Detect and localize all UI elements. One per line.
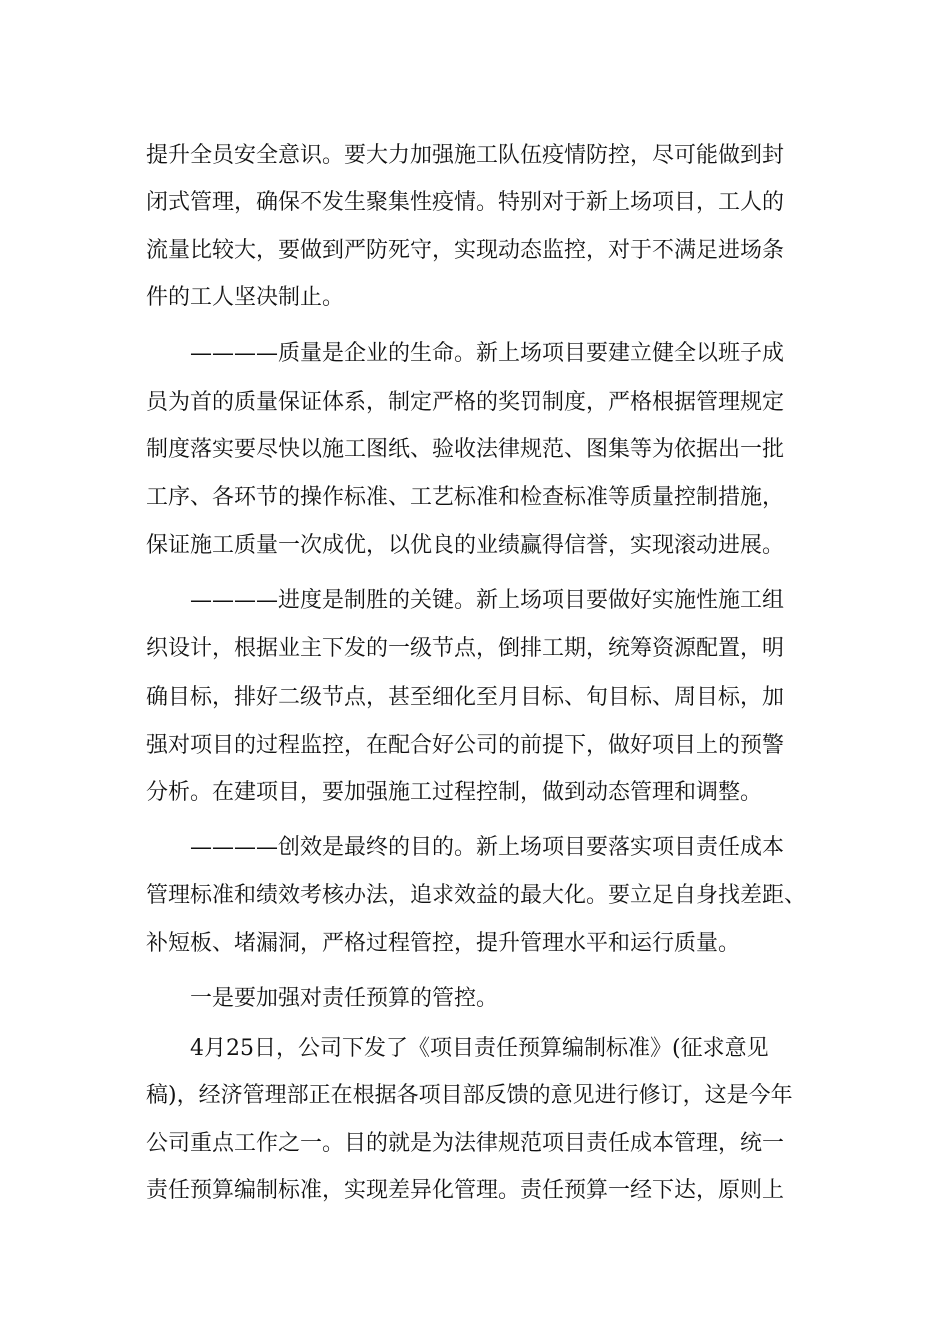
text-line: 确目标，排好二级节点，甚至细化至月目标、旬目标、周目标，加 xyxy=(146,685,785,710)
text-line: 件的工人坚决制止。 xyxy=(146,285,345,310)
text-line: 强对项目的过程监控，在配合好公司的前提下，做好项目上的预警 xyxy=(146,733,785,758)
text-line: 一是要加强对责任预算的管控。 xyxy=(190,986,499,1011)
text-line: 织设计，根据业主下发的一级节点，倒排工期，统筹资源配置，明 xyxy=(146,636,785,661)
text-line: 提升全员安全意识。要大力加强施工队伍疫情防控，尽可能做到封 xyxy=(146,143,785,168)
text-line: 保证施工质量一次成优，以优良的业绩赢得信誉，实现滚动进展。 xyxy=(146,533,785,558)
text-line: ————质量是企业的生命。新上场项目要建立健全以班子成 xyxy=(190,341,785,366)
text-line: 员为首的质量保证体系，制定严格的奖罚制度，严格根据管理规定 xyxy=(146,390,785,415)
text-line: 稿)，经济管理部正在根据各项目部反馈的意见进行修订，这是今年 xyxy=(146,1083,793,1108)
text-line: ————创效是最终的目的。新上场项目要落实项目责任成本 xyxy=(190,835,785,860)
text-line: 工序、各环节的操作标准、工艺标准和检查标准等质量控制措施， xyxy=(146,485,785,510)
text-line: 公司重点工作之一。目的就是为法律规范项目责任成本管理，统一 xyxy=(146,1131,785,1156)
text-line: 补短板、堵漏洞，严格过程管控，提升管理水平和运行质量。 xyxy=(146,931,741,956)
text-line: 制度落实要尽快以施工图纸、验收法律规范、图集等为依据出一批 xyxy=(146,437,785,462)
text-line: 流量比较大，要做到严防死守，实现动态监控，对于不满足进场条 xyxy=(146,238,785,263)
text-line: 责任预算编制标准，实现差异化管理。责任预算一经下达，原则上 xyxy=(146,1178,785,1203)
text-line: ————进度是制胜的关键。新上场项目要做好实施性施工组 xyxy=(190,588,785,613)
text-line: 闭式管理，确保不发生聚集性疫情。特别对于新上场项目，工人的 xyxy=(146,190,785,215)
text-line: 4月25日，公司下发了《项目责任预算编制标准》(征求意见 xyxy=(190,1036,769,1061)
text-line: 分析。在建项目，要加强施工过程控制，做到动态管理和调整。 xyxy=(146,780,763,805)
text-line: 管理标准和绩效考核办法，追求效益的最大化。要立足自身找差距、 xyxy=(146,883,807,908)
